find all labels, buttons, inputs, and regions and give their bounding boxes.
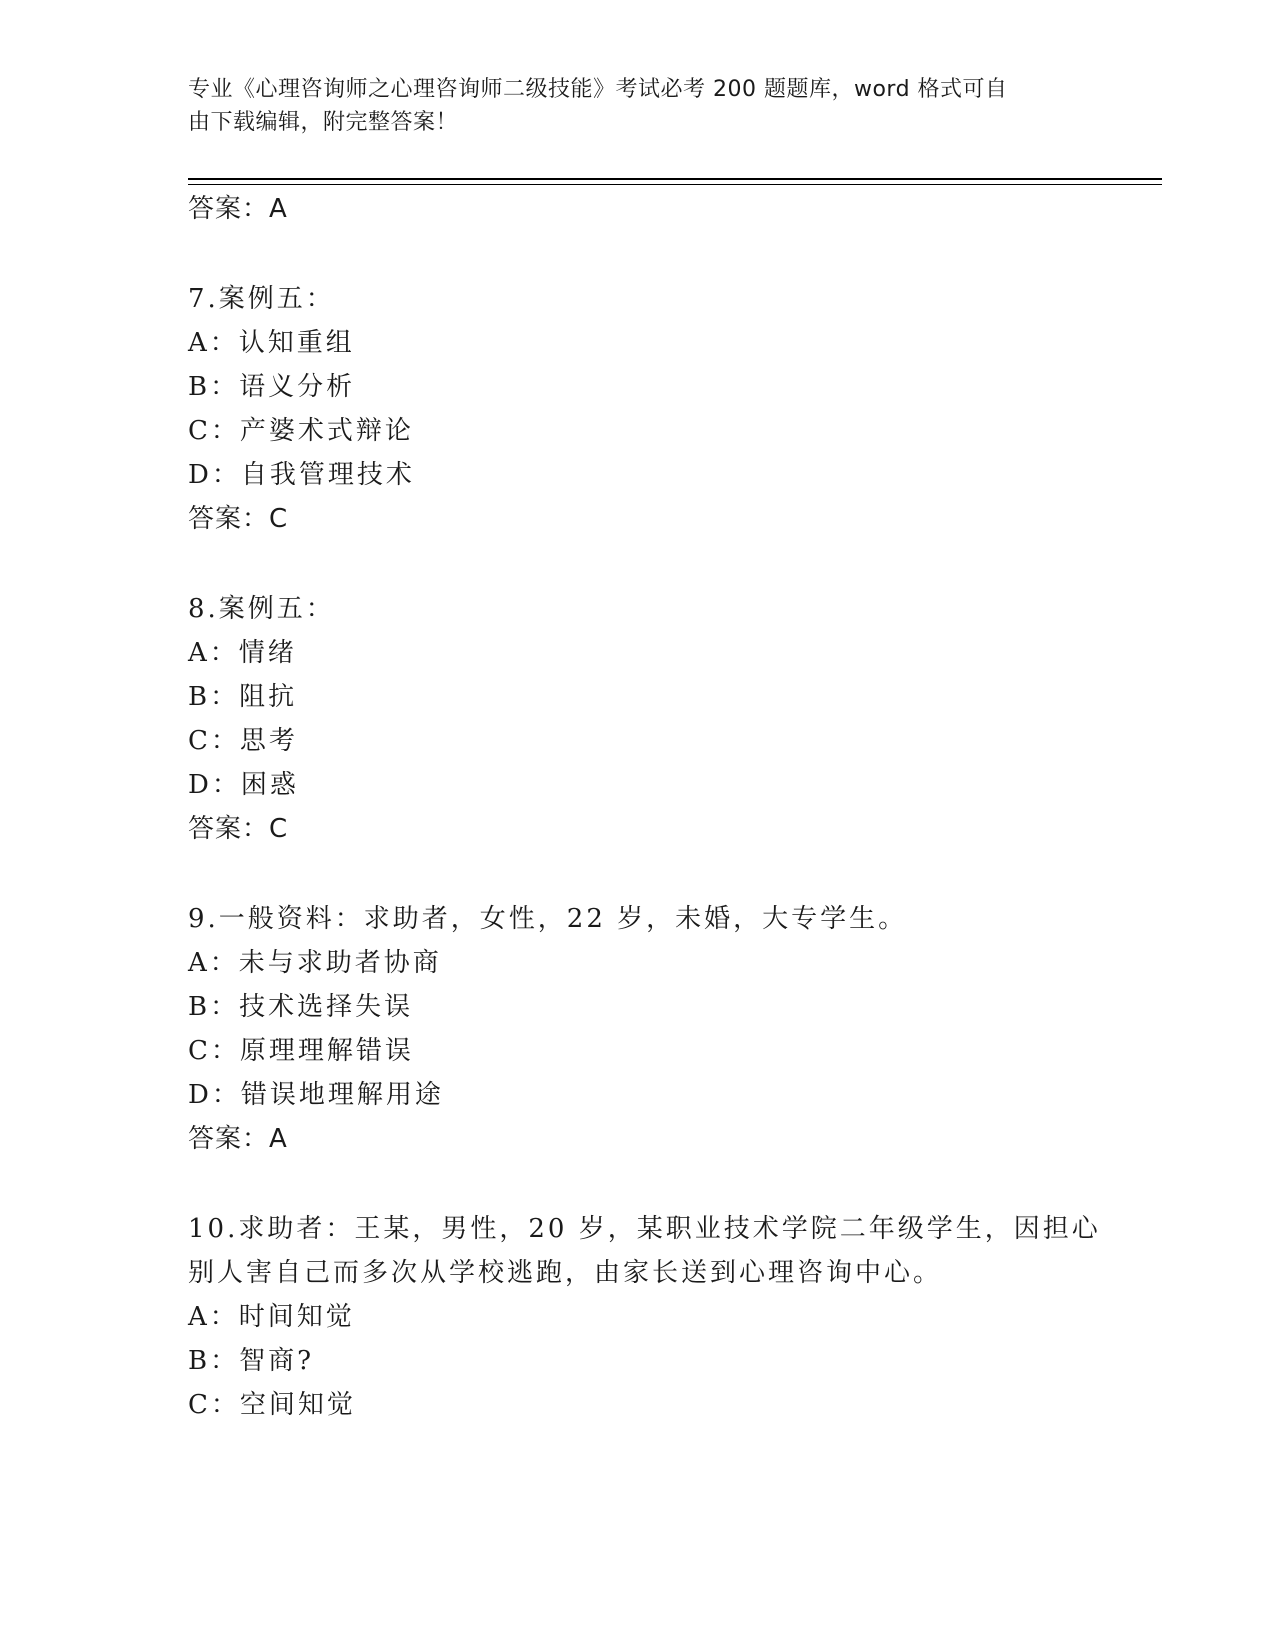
header-line-1: 专业《心理咨询师之心理咨询师二级技能》考试必考 200 题题库，word 格式可自 xyxy=(188,77,1008,102)
header-line-2: 由下载编辑，附完整答案！ xyxy=(188,110,459,135)
option-d: D：困惑 xyxy=(188,770,299,800)
question-text: 7.案例五： xyxy=(188,284,335,314)
answer-text: 答案：C xyxy=(188,814,289,844)
header-rule-thick xyxy=(188,178,1162,180)
document-header xyxy=(188,73,1088,139)
option-c: C：思考 xyxy=(188,726,298,756)
option-b: B：智商? xyxy=(188,1346,315,1376)
header-rule-thin xyxy=(188,184,1162,185)
option-b: B：技术选择失误 xyxy=(188,992,414,1022)
answer-text: 答案：A xyxy=(188,1124,288,1154)
question-text: 8.案例五： xyxy=(188,594,335,624)
option-b: B：语义分析 xyxy=(188,372,356,402)
question-text-continued: 别人害自己而多次从学校逃跑，由家长送到心理咨询中心。 xyxy=(188,1258,943,1288)
option-d: D：自我管理技术 xyxy=(188,460,415,490)
option-a: A：认知重组 xyxy=(188,328,355,358)
option-d: D：错误地理解用途 xyxy=(188,1080,444,1110)
answer-text: 答案：A xyxy=(188,194,288,224)
option-a: A：时间知觉 xyxy=(188,1302,355,1332)
option-c: C：空间知觉 xyxy=(188,1390,356,1420)
option-c: C：原理理解错误 xyxy=(188,1036,414,1066)
option-c: C：产婆术式辩论 xyxy=(188,416,414,446)
option-b: B：阻抗 xyxy=(188,682,298,712)
answer-text: 答案：C xyxy=(188,504,289,534)
question-text: 9.一般资料：求助者，女性，22 岁，未婚，大专学生。 xyxy=(188,904,908,934)
option-a: A：情绪 xyxy=(188,638,297,668)
option-a: A：未与求助者协商 xyxy=(188,948,442,978)
question-text: 10.求助者：王某，男性，20 岁，某职业技术学院二年级学生，因担心 xyxy=(188,1214,1101,1244)
